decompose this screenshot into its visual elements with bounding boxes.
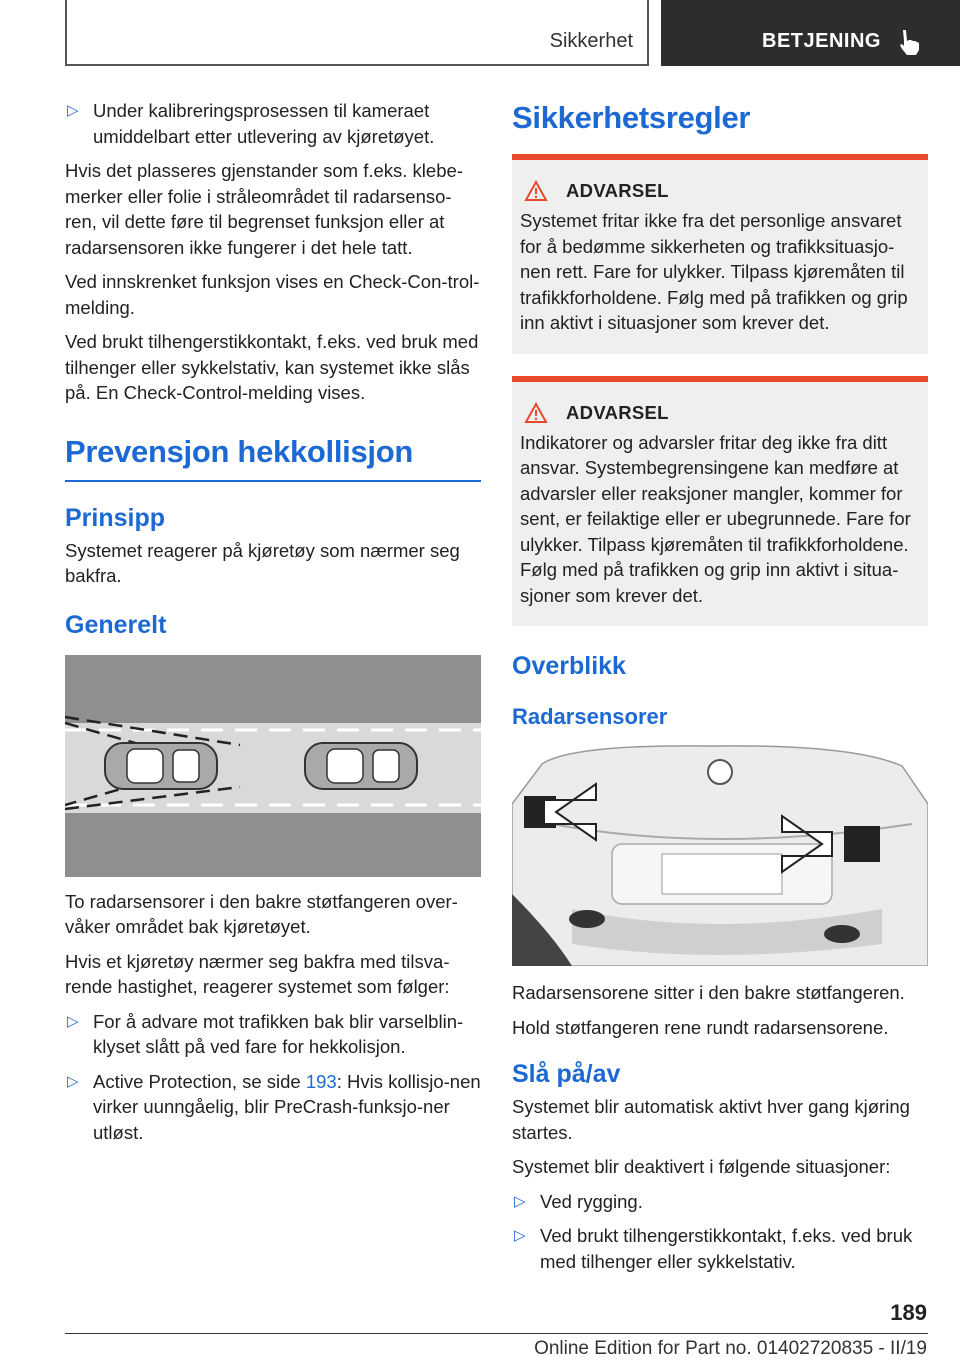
footer-edition: Online Edition for Part no. 01402720835 - II/19	[534, 1338, 927, 1359]
car-icon	[105, 743, 217, 789]
rear-collision-illustration	[65, 655, 481, 877]
warning-triangle-icon	[524, 402, 548, 424]
paragraph: Systemet blir deaktivert i følgende situasjoner:	[512, 1156, 891, 1177]
warning-triangle-icon	[524, 180, 548, 202]
paragraph: Hvis det plasseres gjenstander som f.eks. klebe-merker eller folie i stråleområdet til radarsenso-ren, vil dette føre til begrenset funksjon eller at radarsensoren ikke fungerer i det hele tatt.	[65, 160, 463, 258]
warning-heading: ADVARSEL	[520, 402, 920, 424]
warning-box	[512, 376, 928, 627]
bullet-triangle-icon: ▷	[514, 1227, 526, 1244]
right-column	[512, 98, 928, 1283]
list-item: ▷ Under kalibreringsprosessen til kameraet umiddelbart etter utlevering av kjøretøyet.	[67, 100, 435, 147]
heading-radarsensorer: Radarsensorer	[512, 704, 668, 729]
warning-box	[512, 154, 928, 354]
heading-sla-pa-av: Slå på/av	[512, 1060, 621, 1088]
heading-overblikk: Overblikk	[512, 652, 626, 680]
page-link-193[interactable]: 193	[305, 1070, 337, 1092]
paragraph: To radarsensorer i den bakre støtfangeren over-våker området bak kjøretøyet.	[65, 890, 458, 937]
radar-sensor-illustration	[512, 744, 928, 966]
paragraph: Ved innskrenket funksjon vises en Check-Con-trol-melding.	[65, 271, 480, 318]
list-item: ▷ Ved rygging.	[512, 1189, 928, 1215]
footer-divider	[65, 1333, 928, 1334]
paragraph: Systemet blir automatisk aktivt hver gang kjøring startes.	[512, 1096, 910, 1143]
heading-prevensjon: Prevensjon hekkollisjon	[65, 433, 413, 469]
section-heading	[65, 432, 481, 482]
paragraph: Ved brukt tilhengerstikkontakt, f.eks. ved bruk med tilhenger eller sykkelstativ, kan systemet ikke slås på. En Check-Control-melding vises.	[65, 331, 479, 403]
heading-sikkerhetsregler: Sikkerhetsregler	[512, 100, 751, 135]
paragraph: Radarsensorene sitter i den bakre støtfangeren.	[512, 982, 905, 1003]
pointing-hand-icon	[897, 28, 923, 56]
header-section-box	[65, 0, 649, 66]
header-tab-label: BETJENING	[762, 30, 881, 52]
list-item: ▷ Active Protection, se side 193: Hvis kollisjo-nen virker uunngåelig, blir PreCrash-funksjo-ner utløst.	[67, 1070, 481, 1143]
bullet-triangle-icon: ▷	[67, 102, 79, 119]
list-item: ▷ Ved brukt tilhengerstikkontakt, f.eks. ved bruk med tilhenger eller sykkelstativ.	[514, 1225, 913, 1272]
bullet-triangle-icon: ▷	[514, 1192, 526, 1210]
header-section-title: Sikkerhet	[549, 30, 633, 52]
paragraph: Systemet reagerer på kjøretøy som nærmer seg bakfra.	[65, 539, 460, 586]
car-icon	[305, 743, 417, 789]
paragraph: Hold støtfangeren rene rundt radarsensorene.	[512, 1016, 889, 1038]
bullet-triangle-icon: ▷	[67, 1012, 79, 1030]
bullet-triangle-icon: ▷	[67, 1072, 79, 1090]
warning-text: Indikatorer og advarsler fritar deg ikke fra ditt ansvar. Systembegrensingene kan medføre at advarsler eller reaksjoner mangler, kommer for sent, er feilaktige eller er ubegrunnede. Fare for ulykker. Tilpass kjøremåten til trafikkforholdene. Følg med på trafikken og grip inn aktivt i situa-sjoner som krever det.	[520, 431, 911, 606]
page-header	[65, 0, 960, 66]
page-number: 189	[890, 1300, 927, 1325]
heading-prinsipp: Prinsipp	[65, 503, 166, 532]
header-tab	[661, 0, 960, 66]
list-item: ▷ For å advare mot trafikken bak blir varselblin-klyset slått på ved fare for hekkolisjon.	[67, 1010, 464, 1057]
left-column	[65, 98, 481, 1154]
paragraph: Hvis et kjøretøy nærmer seg bakfra med tilsva-rende hastighet, reagerer systemet som følger:	[65, 950, 450, 997]
heading-generelt: Generelt	[65, 610, 167, 639]
warning-heading: ADVARSEL	[520, 180, 920, 202]
warning-text: Systemet fritar ikke fra det personlige ansvaret for å bedømme sikkerheten og trafikksituasjo-nen rett. Fare for ulykker. Tilpass kjøremåten til trafikkforholdene. Følg med på trafikken og grip inn aktivt i situasjoner som krever det.	[520, 210, 908, 333]
